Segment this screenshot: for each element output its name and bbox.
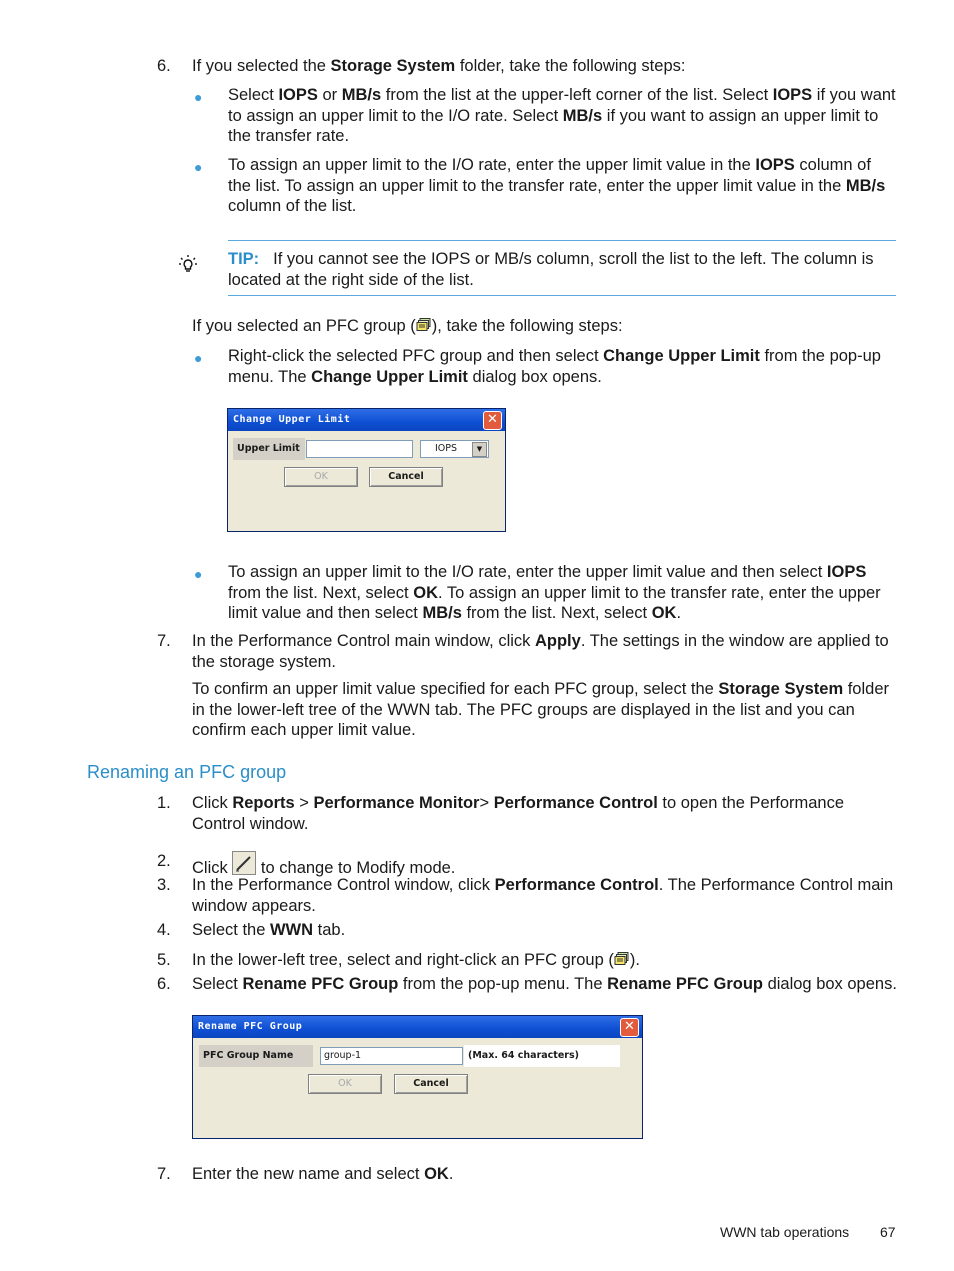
bullet-text: Select IOPS or MB/s from the list at the upper-left corner of the list. Select IOPS if you want to assign an upper limit to the I/O rate. Select MB/s if you want to assign an upper limit to the transfer rate. bbox=[228, 86, 896, 145]
cancel-button[interactable]: Cancel bbox=[394, 1074, 468, 1094]
upper-limit-label: Upper Limit bbox=[233, 438, 305, 460]
page-number: 67 bbox=[880, 1224, 896, 1240]
step-number: 7. bbox=[157, 1165, 171, 1183]
rename-step-6-text: Select Rename PFC Group from the pop-up menu. The Rename PFC Group dialog box opens. bbox=[192, 975, 897, 993]
step-number: 5. bbox=[157, 951, 171, 969]
pfc-intro-text: If you selected an PFC group ( ), take the following steps: bbox=[192, 317, 623, 335]
tip-box bbox=[228, 240, 896, 296]
pfc-group-icon bbox=[416, 317, 432, 331]
dialog-title: Change Upper Limit bbox=[228, 409, 505, 431]
pfc-group-name-input[interactable]: group-1 bbox=[320, 1047, 463, 1065]
close-button[interactable]: ✕ bbox=[483, 411, 502, 430]
ok-button[interactable]: OK bbox=[284, 467, 358, 487]
bullet-icon: ● bbox=[194, 89, 203, 105]
bullet-text: To assign an upper limit to the I/O rate, enter the upper limit value and then select IOPS from the list. Next, select OK. To assign an upper limit to the transfer rate, enter the upper limit value and then select MB/s from the list. Next, select OK. bbox=[228, 563, 881, 622]
rename-step-2-text: Click to change to Modify mode. bbox=[192, 851, 898, 879]
dialog-title: Rename PFC Group bbox=[193, 1016, 642, 1038]
bullet-icon: ● bbox=[194, 159, 203, 175]
rename-step-5-text: In the lower-left tree, select and right-click an PFC group ( ). bbox=[192, 951, 640, 969]
modify-mode-icon bbox=[232, 851, 256, 875]
rename-step-7-text: Enter the new name and select OK. bbox=[192, 1165, 454, 1183]
pfc-group-name-label: PFC Group Name bbox=[199, 1045, 313, 1067]
tip-text: TIP: If you cannot see the IOPS or MB/s column, scroll the list to the left. The column is located at the right side of the list. bbox=[228, 250, 874, 289]
rename-step-1-text: Click Reports > Performance Monitor> Performance Control to open the Performance Control window. bbox=[192, 794, 845, 833]
unit-select[interactable]: IOPS ▼ bbox=[420, 440, 489, 458]
step-6-text: If you selected the Storage System folder, take the following steps: bbox=[192, 57, 686, 75]
upper-limit-input[interactable] bbox=[306, 440, 413, 458]
bullet-text: Right-click the selected PFC group and then select Change Upper Limit from the pop-up menu. The Change Upper Limit dialog box opens. bbox=[228, 347, 881, 386]
step-7-text: In the Performance Control main window, click Apply. The settings in the window are applied to the storage system. bbox=[192, 632, 889, 671]
ok-button[interactable]: OK bbox=[308, 1074, 382, 1094]
pfc-group-icon bbox=[614, 951, 630, 965]
step-number: 3. bbox=[157, 876, 171, 894]
rename-step-3-text: In the Performance Control window, click Performance Control. The Performance Control main window appears. bbox=[192, 876, 894, 915]
max-characters-note: (Max. 64 characters) bbox=[468, 1050, 579, 1061]
footer-section: WWN tab operations bbox=[720, 1224, 850, 1240]
cancel-button[interactable]: Cancel bbox=[369, 467, 443, 487]
change-upper-limit-dialog bbox=[227, 408, 506, 532]
step-number: 6. bbox=[157, 57, 171, 75]
chevron-down-icon[interactable]: ▼ bbox=[472, 442, 487, 457]
step-number: 1. bbox=[157, 794, 171, 812]
bullet-text: To assign an upper limit to the I/O rate, enter the upper limit value in the IOPS column of the list. To assign an upper limit to the transfer rate, enter the upper limit value in the MB/s column of the list. bbox=[228, 156, 886, 215]
step-number: 7. bbox=[157, 632, 171, 650]
rename-step-4-text: Select the WWN tab. bbox=[192, 921, 346, 939]
bullet-icon: ● bbox=[194, 350, 203, 366]
lightbulb-icon bbox=[178, 254, 198, 282]
step-number: 2. bbox=[157, 852, 171, 870]
bullet-icon: ● bbox=[194, 566, 203, 582]
close-button[interactable]: ✕ bbox=[620, 1018, 639, 1037]
rename-pfc-group-dialog bbox=[192, 1015, 643, 1139]
step-number: 6. bbox=[157, 975, 171, 993]
section-heading: Renaming an PFC group bbox=[87, 762, 287, 782]
step-number: 4. bbox=[157, 921, 171, 939]
confirm-text: To confirm an upper limit value specified for each PFC group, select the Storage System folder in the lower-left tree of the WWN tab. The PFC groups are displayed in the list and you can confirm each upper limit value. bbox=[192, 680, 889, 739]
